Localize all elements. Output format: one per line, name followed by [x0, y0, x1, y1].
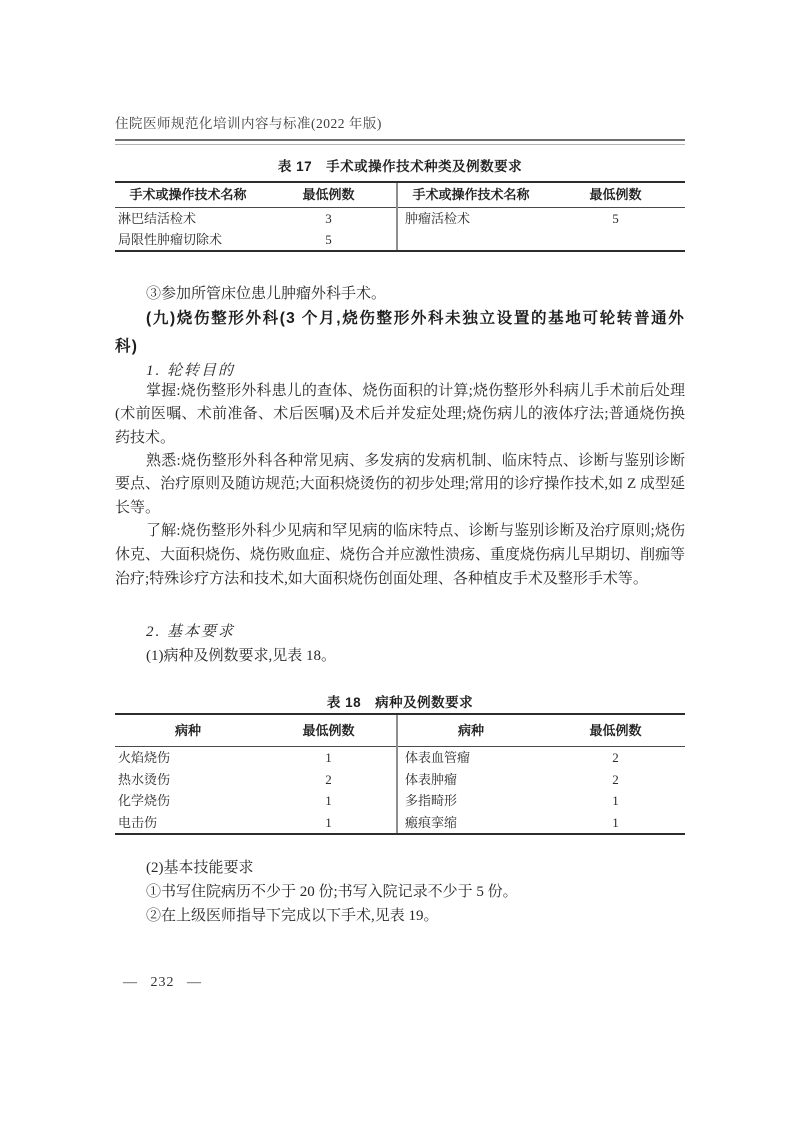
table-cell: 1: [612, 814, 619, 830]
running-header: 住院医师规范化培训内容与标准(2022 年版): [115, 116, 382, 131]
table-cell: 1: [325, 793, 332, 808]
table-cell: 1: [325, 750, 332, 765]
table-cell: 2: [612, 771, 619, 787]
paragraph-skill1: ①书写住院病历不少于 20 份;书写入院记录不少于 5 份。: [146, 884, 518, 900]
section-heading: (九)烧伤整形外科(3 个月,烧伤整形外科未独立设置的基地可轮转普通外科): [115, 310, 685, 355]
subheading-basic-requirements: 2. 基本要求: [146, 624, 236, 640]
table-cell: 5: [325, 232, 332, 247]
table18-col-header: 病种: [115, 715, 261, 747]
header-divider-rule: [115, 139, 685, 145]
table17-col-header: 手术或操作技术名称: [115, 183, 261, 208]
paragraph-master: 掌握:烧伤整形外科患儿的查体、烧伤面积的计算;烧伤整形外科病儿手术前后处理(术前医嘱、术前准备、术后医嘱)及术后并发症处理;烧伤病儿的液体疗法;普通烧伤换药技术。: [115, 383, 685, 446]
paragraph-item3: ③参加所管床位患儿肿瘤外科手术。: [146, 286, 387, 302]
table18-col-header: 最低例数: [546, 715, 685, 747]
paragraph-item1: (1)病种及例数要求,见表 18。: [146, 648, 336, 664]
table-row: [115, 747, 685, 769]
table18-vertical-divider: [396, 715, 398, 833]
table-cell: 多指畸形: [405, 793, 458, 808]
table17-vertical-divider: [396, 183, 398, 250]
paragraph-skill2: ②在上级医师指导下完成以下手术,见表 19。: [146, 908, 439, 924]
table-cell: 肿瘤活检术: [405, 211, 471, 226]
table17-header-row: [115, 183, 685, 208]
table-cell: 体表肿瘤: [405, 771, 458, 787]
page-number: — 232 —: [123, 975, 202, 990]
table-cell: 热水烫伤: [118, 771, 171, 787]
table17-col-header: 最低例数: [546, 183, 685, 208]
paragraph-understand: 了解:烧伤整形外科少见病和罕见病的临床特点、诊断与鉴别诊断及治疗原则;烧伤休克、大面积烧伤、烧伤败血症、烧伤合并应激性溃疡、重度烧伤病儿早期切、削痂等治疗;特殊诊疗方法和技术,如大面积烧伤创面处理、各种植皮手术及整形手术等。: [115, 523, 686, 587]
subheading-rotation-purpose: 1. 轮转目的: [146, 363, 236, 379]
table-cell: 化学烧伤: [118, 793, 171, 808]
table18-col-header: 最低例数: [261, 715, 396, 747]
table17-col-header: 最低例数: [261, 183, 396, 208]
table-cell: 瘢痕挛缩: [405, 814, 458, 830]
table-row: [115, 769, 685, 791]
paragraph-skills-heading: (2)基本技能要求: [146, 860, 254, 876]
table-row: [115, 208, 685, 229]
table17-caption: 表 17 手术或操作技术种类及例数要求: [277, 159, 523, 174]
table17: [115, 181, 685, 252]
table17-col-header: 手术或操作技术名称: [396, 183, 546, 208]
table-cell: 火焰烧伤: [118, 750, 171, 765]
table-cell: 2: [612, 750, 619, 765]
table18-col-header: 病种: [396, 715, 546, 747]
table-cell: 5: [612, 211, 619, 226]
table-row: [115, 812, 685, 834]
table18: [115, 713, 685, 835]
table-cell: 1: [612, 793, 619, 808]
table-cell: 淋巴结活检术: [118, 211, 197, 226]
table-cell: 体表血管瘤: [405, 750, 471, 765]
table-row: [115, 229, 685, 250]
table18-caption: 表 18 病种及例数要求: [326, 695, 474, 710]
paragraph-familiar: 熟悉:烧伤整形外科各种常见病、多发病的发病机制、临床特点、诊断与鉴别诊断要点、治疗原则及随访规范;大面积烧烫伤的初步处理;常用的诊疗操作技术,如 Z 成型延长等。: [115, 453, 685, 516]
table-row: [115, 790, 685, 812]
table-cell: [396, 229, 546, 250]
table-cell: 电击伤: [118, 814, 158, 830]
table-cell: [546, 229, 685, 250]
table-cell: 局限性肿瘤切除术: [118, 232, 223, 247]
table-cell: 3: [325, 211, 332, 226]
table-cell: 1: [325, 814, 332, 830]
table-cell: 2: [325, 771, 332, 787]
table18-header-row: [115, 715, 685, 747]
